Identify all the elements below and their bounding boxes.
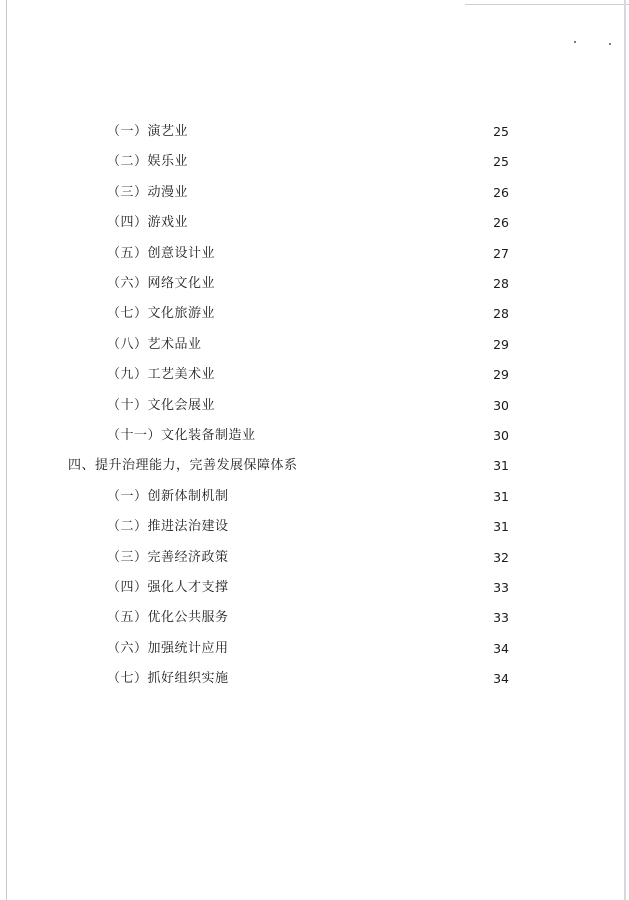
toc-entry-label: （三）完善经济政策 bbox=[107, 550, 229, 565]
toc-entry bbox=[107, 608, 509, 628]
toc-entry-label: （九）工艺美术业 bbox=[107, 367, 216, 382]
toc-entry-label: （一）创新体制机制 bbox=[107, 489, 229, 504]
toc-entry-page-number: 33 bbox=[493, 610, 509, 625]
toc-dot-leader bbox=[233, 669, 487, 689]
toc-dot-leader bbox=[219, 304, 487, 324]
toc-entry bbox=[68, 456, 509, 476]
toc-entry-label: （五）优化公共服务 bbox=[107, 610, 229, 625]
toc-entry-page-number: 27 bbox=[493, 246, 509, 261]
toc-dot-leader bbox=[219, 244, 487, 264]
toc-entry bbox=[107, 274, 509, 294]
toc-dot-leader bbox=[219, 396, 487, 416]
toc-entry bbox=[107, 335, 509, 355]
toc-entry-page-number: 34 bbox=[493, 671, 509, 686]
toc-entry-label: （六）网络文化业 bbox=[107, 276, 216, 291]
toc-dot-leader bbox=[192, 183, 487, 203]
toc-entry bbox=[107, 244, 509, 264]
toc-dot-leader bbox=[233, 639, 487, 659]
toc-entry-label: （三）动漫业 bbox=[107, 185, 189, 200]
toc-dot-leader bbox=[192, 213, 487, 233]
toc-entry-label: （七）文化旅游业 bbox=[107, 306, 216, 321]
scan-speck bbox=[574, 41, 576, 43]
toc-entry-label: （六）加强统计应用 bbox=[107, 641, 229, 656]
scan-left-edge bbox=[6, 0, 7, 900]
toc-entry bbox=[107, 426, 509, 446]
toc-entry-page-number: 31 bbox=[493, 519, 509, 534]
toc-entry-page-number: 26 bbox=[493, 185, 509, 200]
toc-entry-page-number: 29 bbox=[493, 367, 509, 382]
toc-dot-leader bbox=[192, 152, 487, 172]
toc-entry-page-number: 32 bbox=[493, 550, 509, 565]
toc-dot-leader bbox=[206, 335, 487, 355]
toc-entry-page-number: 28 bbox=[493, 276, 509, 291]
scan-top-edge bbox=[465, 4, 629, 5]
toc-dot-leader bbox=[233, 548, 487, 568]
toc-entry-label: （四）强化人才支撑 bbox=[107, 580, 229, 595]
toc-entry-page-number: 30 bbox=[493, 398, 509, 413]
toc-dot-leader bbox=[233, 487, 487, 507]
toc-entry bbox=[107, 396, 509, 416]
toc-entry bbox=[107, 122, 509, 142]
scan-right-edge bbox=[624, 0, 626, 900]
toc-entry-page-number: 30 bbox=[493, 428, 509, 443]
toc-entry bbox=[107, 304, 509, 324]
toc-entry bbox=[107, 487, 509, 507]
toc-entry-page-number: 31 bbox=[493, 489, 509, 504]
toc-entry-page-number: 25 bbox=[493, 124, 509, 139]
toc-entry bbox=[107, 213, 509, 233]
toc-entry bbox=[107, 517, 509, 537]
toc-entry-label: （八）艺术品业 bbox=[107, 337, 202, 352]
toc-entry-page-number: 28 bbox=[493, 306, 509, 321]
toc-dot-leader bbox=[233, 608, 487, 628]
toc-dot-leader bbox=[219, 365, 487, 385]
toc-entry-label: （七）抓好组织实施 bbox=[107, 671, 229, 686]
toc-dot-leader bbox=[192, 122, 487, 142]
toc-entry-label: （五）创意设计业 bbox=[107, 246, 216, 261]
toc-entry bbox=[107, 578, 509, 598]
toc-entry-page-number: 33 bbox=[493, 580, 509, 595]
toc-dot-leader bbox=[219, 274, 487, 294]
toc-entry-label: （一）演艺业 bbox=[107, 124, 189, 139]
toc-entry-page-number: 26 bbox=[493, 215, 509, 230]
toc-entry bbox=[107, 548, 509, 568]
toc-entry-label: （十）文化会展业 bbox=[107, 398, 216, 413]
toc-dot-leader bbox=[302, 456, 487, 476]
scan-speck bbox=[609, 43, 611, 45]
toc-dot-leader bbox=[260, 426, 487, 446]
toc-entry-label: 四、提升治理能力，完善发展保障体系 bbox=[68, 458, 298, 473]
toc-entry-label: （二）推进法治建设 bbox=[107, 519, 229, 534]
toc-entry-page-number: 25 bbox=[493, 154, 509, 169]
toc-entry-page-number: 31 bbox=[493, 458, 509, 473]
toc-entry bbox=[107, 183, 509, 203]
toc-entry bbox=[107, 639, 509, 659]
toc-entry bbox=[107, 669, 509, 689]
toc-entry-label: （二）娱乐业 bbox=[107, 154, 189, 169]
toc-entry-label: （四）游戏业 bbox=[107, 215, 189, 230]
toc-dot-leader bbox=[233, 517, 487, 537]
toc-entry-label: （十一）文化装备制造业 bbox=[107, 428, 256, 443]
toc-entry-page-number: 34 bbox=[493, 641, 509, 656]
toc-entry-page-number: 29 bbox=[493, 337, 509, 352]
toc-entry bbox=[107, 152, 509, 172]
toc-dot-leader bbox=[233, 578, 487, 598]
toc-entry bbox=[107, 365, 509, 385]
